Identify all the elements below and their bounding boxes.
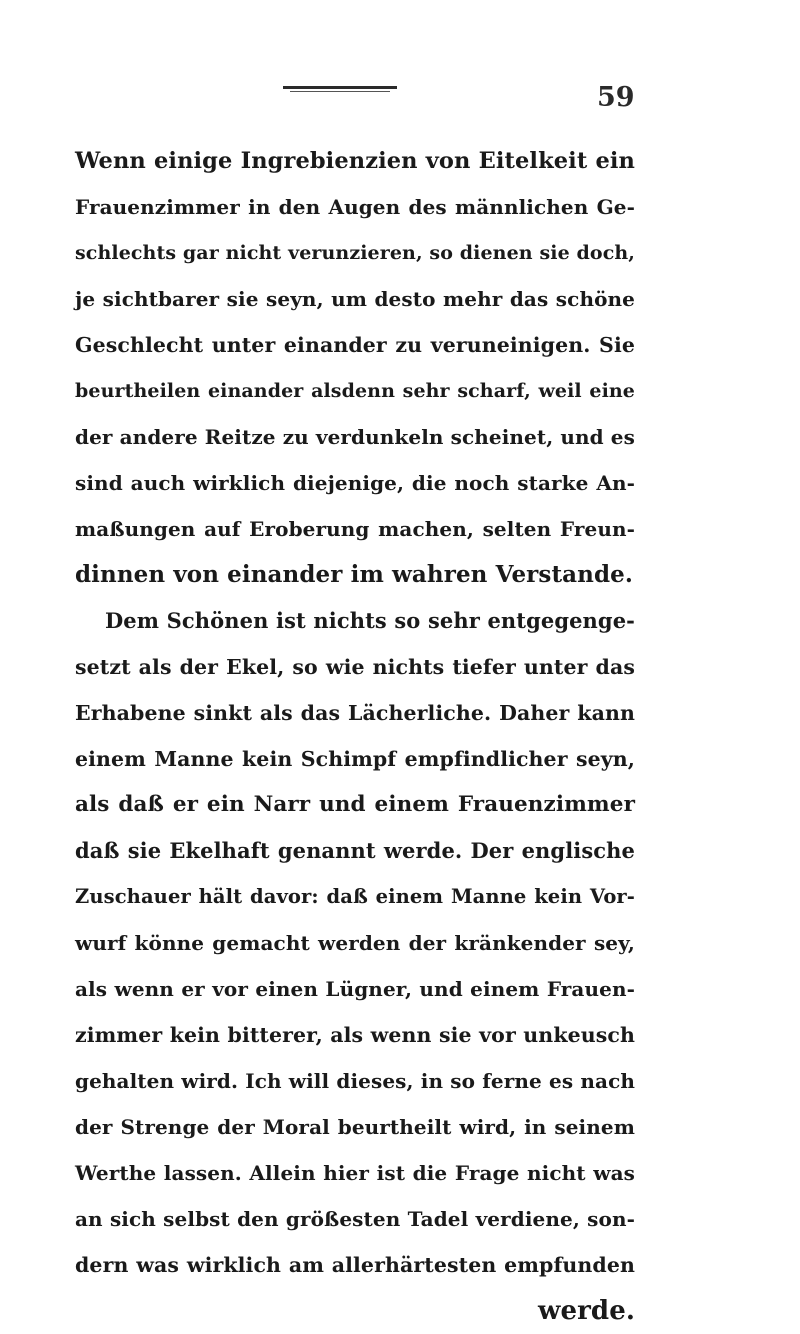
text-line: einem Manne kein Schimpf empfindlicher seyn, bbox=[75, 747, 635, 771]
text-line: Zuschauer hält davor: daß einem Manne kein Vor- bbox=[75, 885, 635, 908]
text-line: Dem Schönen ist nichts so sehr entgegenge- bbox=[105, 608, 635, 633]
text-line: Geschlecht unter einander zu veruneinigen. Sie bbox=[75, 333, 635, 357]
text-line: sind auch wirklich diejenige, die noch starke An- bbox=[75, 471, 635, 495]
text-line: schlechts gar nicht verunzieren, so dienen sie doch, bbox=[75, 242, 635, 264]
header-rule-secondary bbox=[290, 91, 390, 92]
body-text bbox=[75, 138, 635, 1334]
text-line: beurtheilen einander alsdenn sehr scharf, weil eine bbox=[75, 380, 635, 402]
text-line: Werthe lassen. Allein hier ist die Frage nicht was bbox=[75, 1161, 635, 1185]
text-line: als wenn er vor einen Lügner, und einem Frauen- bbox=[75, 977, 635, 1001]
page-number: 59 bbox=[597, 82, 635, 113]
text-line: maßungen auf Eroberung machen, selten Freun- bbox=[75, 517, 635, 541]
text-line: gehalten wird. Ich will dieses, in so ferne es nach bbox=[75, 1069, 635, 1093]
text-line: dern was wirklich am allerhärtesten empfunden bbox=[75, 1253, 635, 1277]
text-line: Erhabene sinkt als das Lächerliche. Daher kann bbox=[75, 701, 635, 725]
header-rule bbox=[283, 86, 397, 89]
text-line: als daß er ein Narr und einem Frauenzimmer bbox=[75, 792, 635, 817]
text-line: werde. bbox=[538, 1296, 635, 1326]
text-line: dinnen von einander im wahren Verstande. bbox=[75, 561, 634, 588]
text-line: daß sie Ekelhaft genannt werde. Der englische bbox=[75, 838, 635, 863]
text-line: der andere Reitze zu verdunkeln scheinet, und es bbox=[75, 425, 635, 449]
text-line: zimmer kein bitterer, als wenn sie vor unkeusch bbox=[75, 1023, 635, 1047]
text-line: an sich selbst den größesten Tadel verdiene, son- bbox=[75, 1207, 635, 1231]
text-line: Wenn einige Ingrebienzien von Eitelkeit ein bbox=[75, 148, 635, 174]
text-line: setzt als der Ekel, so wie nichts tiefer unter das bbox=[75, 655, 635, 679]
text-line: Frauenzimmer in den Augen des männlichen Ge- bbox=[75, 195, 635, 219]
text-line: der Strenge der Moral beurtheilt wird, in seinem bbox=[75, 1115, 635, 1139]
text-line: je sichtbarer sie seyn, um desto mehr das schöne bbox=[75, 287, 635, 311]
text-line: wurf könne gemacht werden der kränkender sey, bbox=[75, 931, 635, 955]
